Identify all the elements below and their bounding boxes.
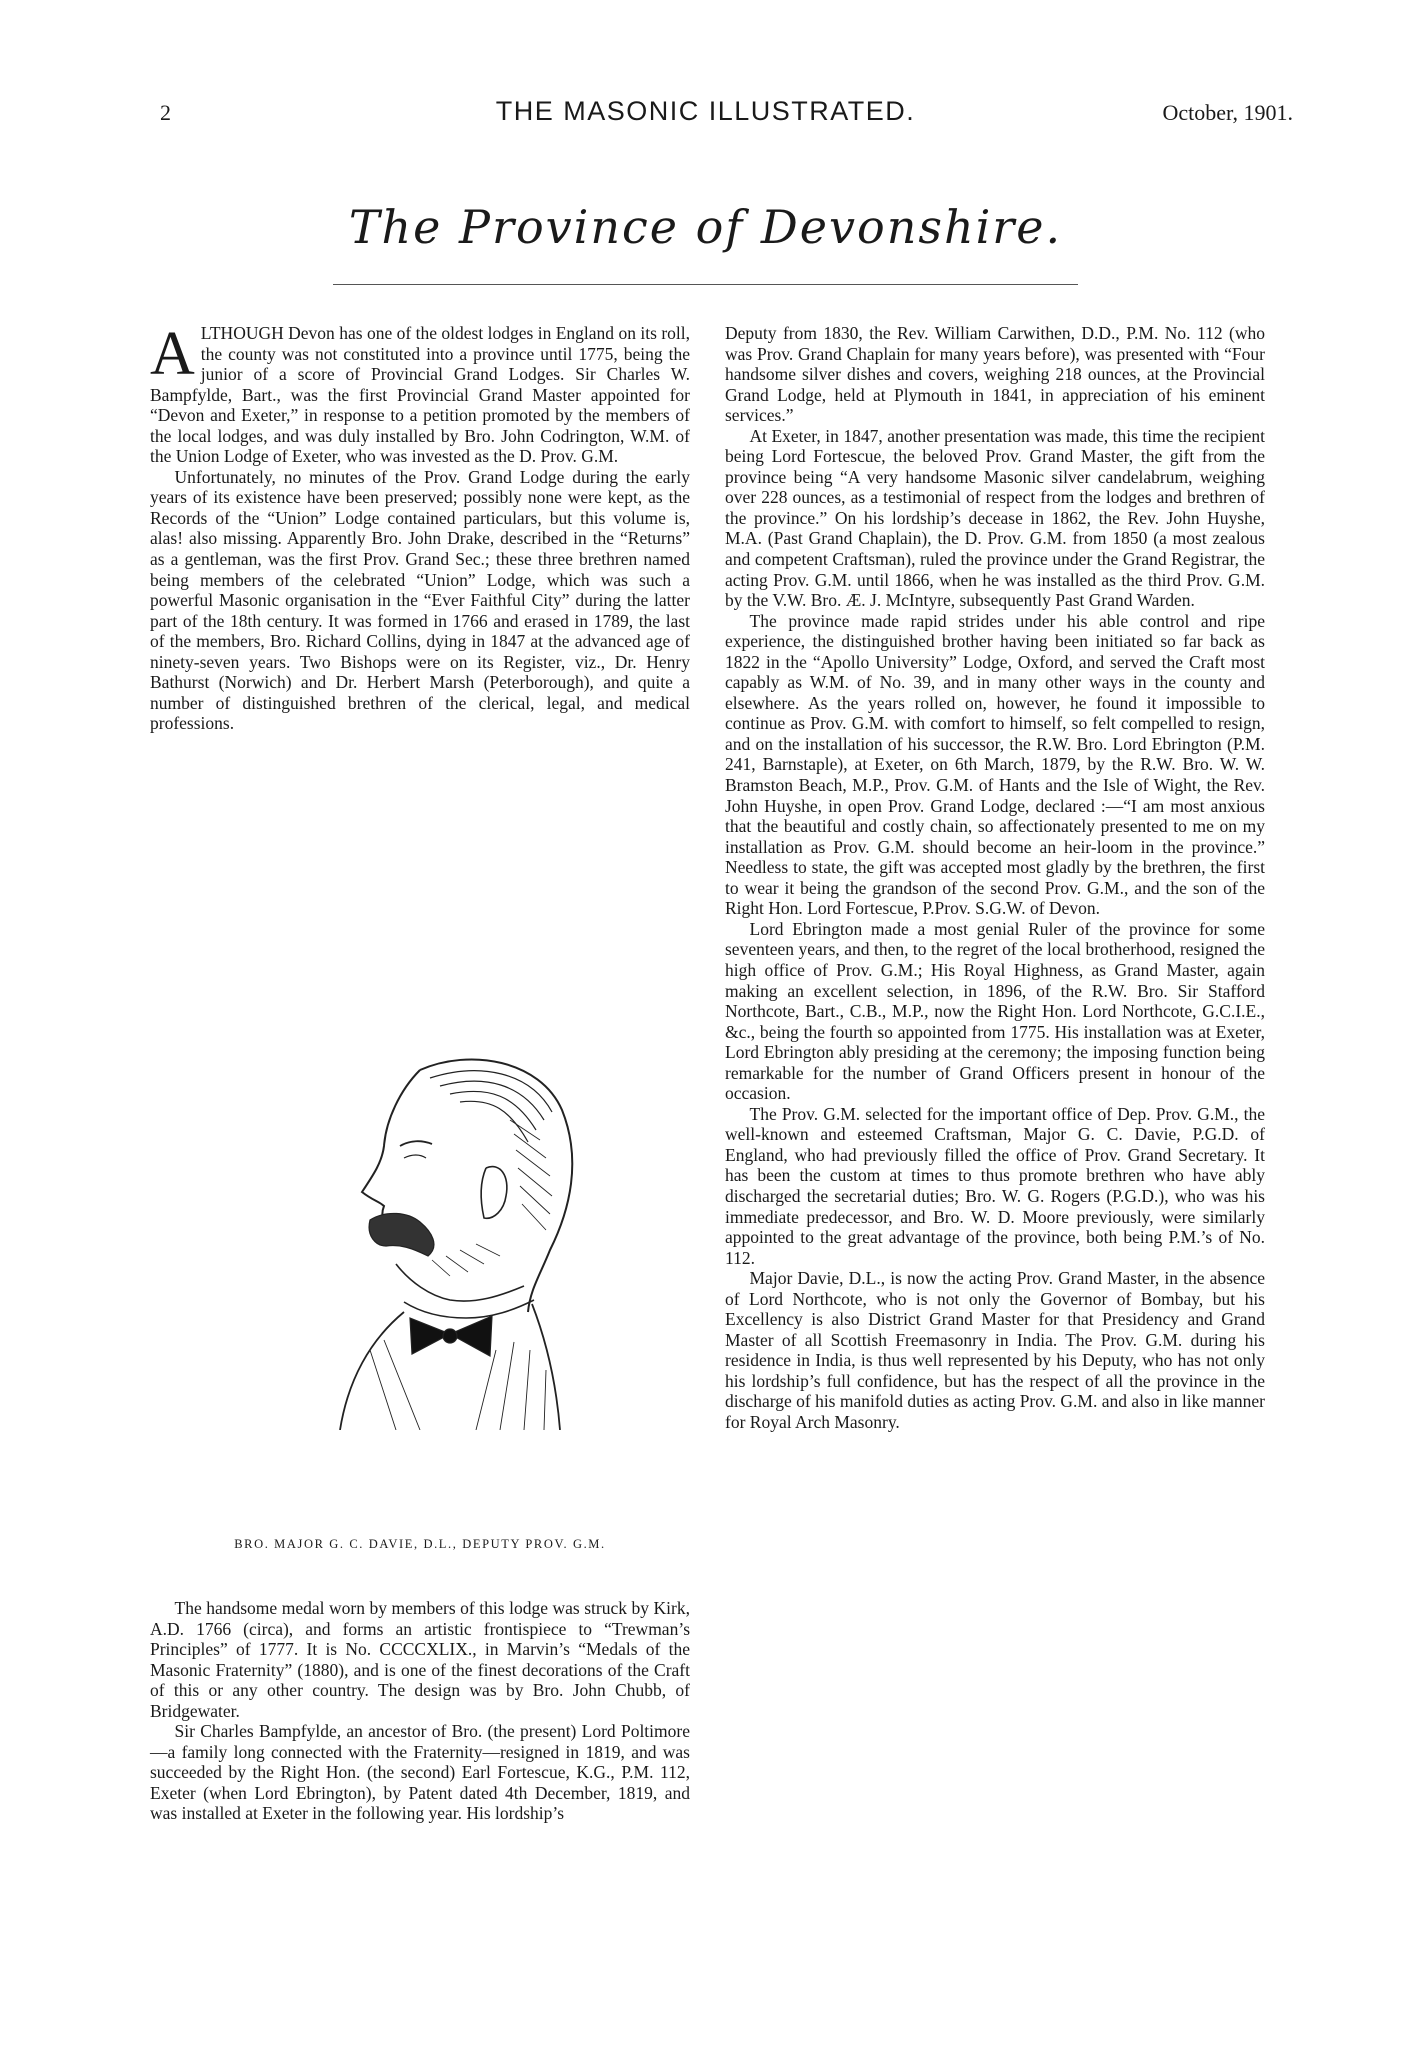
page-number: 2: [160, 100, 171, 125]
paragraph: Unfortunately, no minutes of the Prov. Grand Lodge during the early years of its existence have been preserved; possibly none were kept, as the Records of the “Union” Lodge contained particulars, but this volume is, alas! also missing. Apparently Bro. John Drake, described in the “Returns” as a gentleman, was the first Prov. Grand Sec.; these three brethren named being members of the celebrated “Union” Lodge, which was such a powerful Masonic organisation in the “Ever Faithful City” during the latter part of the 18th century. It was formed in 1766 and erased in 1789, the last of the members, Bro. Richard Collins, dying in 1847 at the advanced age of ninety-seven years. Two Bishops were on its Register, viz., Dr. Henry Bathurst (Norwich) and Dr. Herbert Marsh (Peterborough), and quite a number of distinguished brethren of the clerical, legal, and medical professions.: [150, 466, 690, 734]
magazine-title: THE MASONIC ILLUSTRATED.: [495, 96, 916, 126]
paragraph: At Exeter, in 1847, another presentation was made, this time the recipient being Lord Fortescue, the beloved Prov. Grand Master, the gift from the province being “A very handsome Masonic silver candelabrum, weighing over 228 ounces, as a testimonial of respect from the lodges and brethren of the province.” On his lordship’s decease in 1862, the Rev. John Huyshe, M.A. (Past Grand Chaplain), the D. Prov. G.M. from 1850 (a most zealous and competent Craftsman), ruled the province under the Grand Registrar, the acting Prov. G.M. until 1866, when he was installed as the third Prov. G.M. by the V.W. Bro. Æ. J. McIntyre, subsequently Past Grand Warden.: [725, 425, 1265, 611]
paragraph: Major Davie, D.L., is now the acting Prov. Grand Master, in the absence of Lord Northcote, who is not only the Governor of Bombay, but his Excellency is also District Grand Master for that Presidency and Grand Master of all Scottish Freemasonry in India. The Prov. G.M. during his residence in India, is thus well represented by his Deputy, who has not only his lordship’s full confidence, but has the respect of all the province in the discharge of his manifold duties as acting Prov. G.M. and also in like manner for Royal Arch Masonry.: [725, 1268, 1265, 1432]
paragraph: The province made rapid strides under his able control and ripe experience, the distinguished brother having been initiated so far back as 1822 in the “Apollo University” Lodge, Oxford, and served the Craft most capably as W.M. of No. 39, and in many other ways in the county and elsewhere. As the years rolled on, however, he found it impossible to continue as Prov. G.M. with comfort to himself, so felt compelled to resign, and on the installation of his successor, the R.W. Bro. Lord Ebrington (P.M. 241, Barnstaple), at Exeter, on 6th March, 1879, by the R.W. Bro. W. W. Bramston Beach, M.P., Prov. G.M. of Hants and the Isle of Wight, the Rev. John Huyshe, in open Prov. Grand Lodge, declared :—“I am most anxious that the beautiful and costly chain, so affectionately presented to me on my installation as Prov. G.M. should become an heir-loom in the province.” Needless to state, the gift was accepted most gladly by the brethren, the first to wear it being the grandson of the second Prov. G.M., and the son of the Right Hon. Lord Fortescue, P.Prov. S.G.W. of Devon.: [725, 610, 1265, 919]
paragraph: Deputy from 1830, the Rev. William Carwithen, D.D., P.M. No. 112 (who was Prov. Grand Chaplain for many years before), was presented with “Four handsome silver dishes and covers, weighing 218 ounces, at the Provincial Grand Lodge, held at Plymouth in 1841, in appreciation of his eminent services.”: [725, 323, 1265, 426]
paragraph: Lord Ebrington made a most genial Ruler of the province for some seventeen years, and then, to the regret of the local brotherhood, resigned the high office of Prov. G.M.; His Royal Highness, as Grand Master, again making an excellent selection, in 1896, of the R.W. Bro. Sir Stafford Northcote, Bart., C.B., M.P., now the Right Hon. Lord Northcote, G.C.I.E., &c., being the fourth so appointed from 1775. His installation was at Exeter, Lord Ebrington ably presiding at the ceremony; the imposing function being remarkable for the number of Grand Officers present in honour of the occasion.: [725, 918, 1265, 1104]
portrait-caption: BRO. MAJOR G. C. DAVIE, D.L., DEPUTY PROV. G.M.: [234, 1537, 606, 1551]
paragraph: Sir Charles Bampfylde, an ancestor of Bro. (the present) Lord Poltimore—a family long connected with the Fraternity—resigned in 1819, and was succeeded by the Right Hon. (the second) Earl Fortescue, K.G., P.M. 112, Exeter (when Lord Ebrington), by Patent dated 4th December, 1819, and was installed at Exeter in the following year. His lordship’s: [150, 1721, 690, 1824]
paragraph-text: LTHOUGH Devon has one of the oldest lodges in England on its roll, the county was not constituted into a province until 1775, being the junior of a score of Provincial Grand Lodges. Sir Charles W. Bampfylde, Bart., was the first Provincial Grand Master appointed for “Devon and Exeter,” in response to a petition promoted by the members of the local lodges, and was duly installed by Bro. John Codrington, W.M. of the Union Lodge of Exeter, who was invested as the D. Prov. G.M.: [150, 323, 690, 467]
drop-cap: A: [150, 320, 195, 388]
issue-date: October, 1901.: [1162, 100, 1293, 125]
page-header: [0, 96, 1411, 136]
right-column: [725, 323, 1265, 1433]
left-column-bottom: [150, 1598, 690, 1824]
article-title: The Province of Devonshire.: [348, 200, 1063, 254]
title-divider: [333, 284, 1078, 285]
portrait-engraving: [300, 1050, 600, 1430]
paragraph: The Prov. G.M. selected for the important office of Dep. Prov. G.M., the well-known and esteemed Craftsman, Major G. C. Davie, P.G.D. of England, who had previously filled the office of Prov. Grand Secretary. It has been the custom at times to thus promote brethren who have ably discharged the secretarial duties; Bro. W. G. Rogers (P.G.D.), who was his immediate predecessor, and Bro. W. D. Moore previously, were similarly appointed to the great advantage of the province, both being P.M.’s of No. 112.: [725, 1103, 1265, 1268]
left-column-top: [150, 320, 690, 734]
paragraph: [150, 320, 690, 467]
paragraph: The handsome medal worn by members of this lodge was struck by Kirk, A.D. 1766 (circa), and forms an artistic frontispiece to “Trewman’s Principles” of 1777. It is No. CCCCXLIX., in Marvin’s “Medals of the Masonic Fraternity” (1880), and is one of the finest decorations of the Craft of this or any other country. The design was by Bro. John Chubb, of Bridgewater.: [150, 1598, 690, 1721]
